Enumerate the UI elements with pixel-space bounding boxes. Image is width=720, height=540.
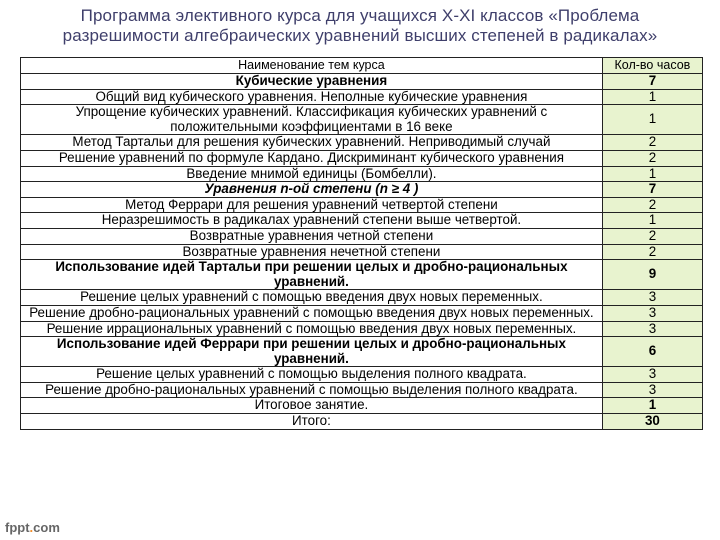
hours-cell: 1 [602, 89, 702, 105]
hours-cell: 3 [602, 290, 702, 306]
topic-cell: Введение мнимой единицы (Бомбелли). [21, 166, 603, 182]
topic-cell: Решение целых уравнений с помощью выделения полного квадрата. [21, 367, 603, 383]
hours-cell: 9 [602, 260, 702, 290]
topic-cell: Общий вид кубического уравнения. Неполные кубические уравнения [21, 89, 603, 105]
topic-cell: Решение иррациональных уравнений с помощью введения двух новых переменных. [21, 321, 603, 337]
header-topic: Наименование тем курса [21, 58, 603, 74]
table-row [21, 105, 703, 135]
topic-cell: Кубические уравнения [21, 74, 603, 90]
watermark-part1: fppt [5, 520, 30, 535]
topic-cell: Решение целых уравнений с помощью введения двух новых переменных. [21, 290, 603, 306]
table-row [21, 166, 703, 182]
hours-cell: 2 [602, 135, 702, 151]
hours-cell: 7 [602, 74, 702, 90]
topic-cell: Возвратные уравнения четной степени [21, 228, 603, 244]
table-row [21, 290, 703, 306]
topic-cell: Упрощение кубических уравнений. Классификация кубических уравнений с положительными коэффициентами в 16 веке [21, 105, 603, 135]
table-row [21, 414, 703, 430]
topic-cell: Решение дробно-рациональных уравнений с помощью введения двух новых переменных. [21, 305, 603, 321]
header-hours: Кол-во часов [602, 58, 702, 74]
hours-cell: 30 [602, 414, 702, 430]
title-line-2: разрешимости алгебраических уравнений высших степеней в радикалах» [62, 26, 658, 45]
table-row [21, 150, 703, 166]
hours-cell: 2 [602, 244, 702, 260]
table-row [21, 337, 703, 367]
hours-cell: 3 [602, 305, 702, 321]
table-row [21, 228, 703, 244]
slide-title [0, 6, 720, 46]
table-row [21, 244, 703, 260]
hours-cell: 6 [602, 337, 702, 367]
topic-cell: Решение уравнений по формуле Кардано. Дискриминант кубического уравнения [21, 150, 603, 166]
hours-cell: 1 [602, 105, 702, 135]
table-row [21, 213, 703, 229]
topic-cell: Неразрешимость в радикалах уравнений степени выше четвертой. [21, 213, 603, 229]
table-row [21, 89, 703, 105]
table-row [21, 135, 703, 151]
hours-cell: 2 [602, 150, 702, 166]
hours-cell: 3 [602, 367, 702, 383]
topic-cell: Метод Феррари для решения уравнений четвертой степени [21, 197, 603, 213]
topic-cell: Итоговое занятие. [21, 398, 603, 414]
watermark-dot: . [29, 520, 34, 535]
hours-cell: 3 [602, 382, 702, 398]
topic-cell: Использование идей Феррари при решении целых и дробно-рациональных уравнений. [21, 337, 603, 367]
table-row [21, 305, 703, 321]
table-row [21, 197, 703, 213]
hours-cell: 3 [602, 321, 702, 337]
hours-cell: 1 [602, 213, 702, 229]
table-row [21, 74, 703, 90]
hours-cell: 2 [602, 197, 702, 213]
topic-cell: Решение дробно-рациональных уравнений с помощью выделения полного квадрата. [21, 382, 603, 398]
table-row [21, 321, 703, 337]
topic-cell: Использование идей Тартальи при решении целых и дробно-рациональных уравнений. [21, 260, 603, 290]
topic-cell: Метод Тартальи для решения кубических уравнений. Неприводимый случай [21, 135, 603, 151]
hours-cell: 1 [602, 166, 702, 182]
topic-cell: Итого: [21, 414, 603, 430]
table-row [21, 398, 703, 414]
title-line-1: Программа элективного курса для учащихся X-XI классов «Проблема [80, 6, 640, 25]
table-row [21, 367, 703, 383]
topic-cell: Уравнения n-ой степени (n ≥ 4 ) [21, 182, 603, 198]
table-row [21, 182, 703, 198]
table-header-row [21, 58, 703, 74]
watermark-part2: com [33, 520, 60, 535]
hours-cell: 2 [602, 228, 702, 244]
table-row [21, 260, 703, 290]
watermark-logo [5, 520, 60, 535]
topic-cell: Возвратные уравнения нечетной степени [21, 244, 603, 260]
hours-cell: 1 [602, 398, 702, 414]
table-row [21, 382, 703, 398]
course-table [20, 57, 703, 430]
hours-cell: 7 [602, 182, 702, 198]
